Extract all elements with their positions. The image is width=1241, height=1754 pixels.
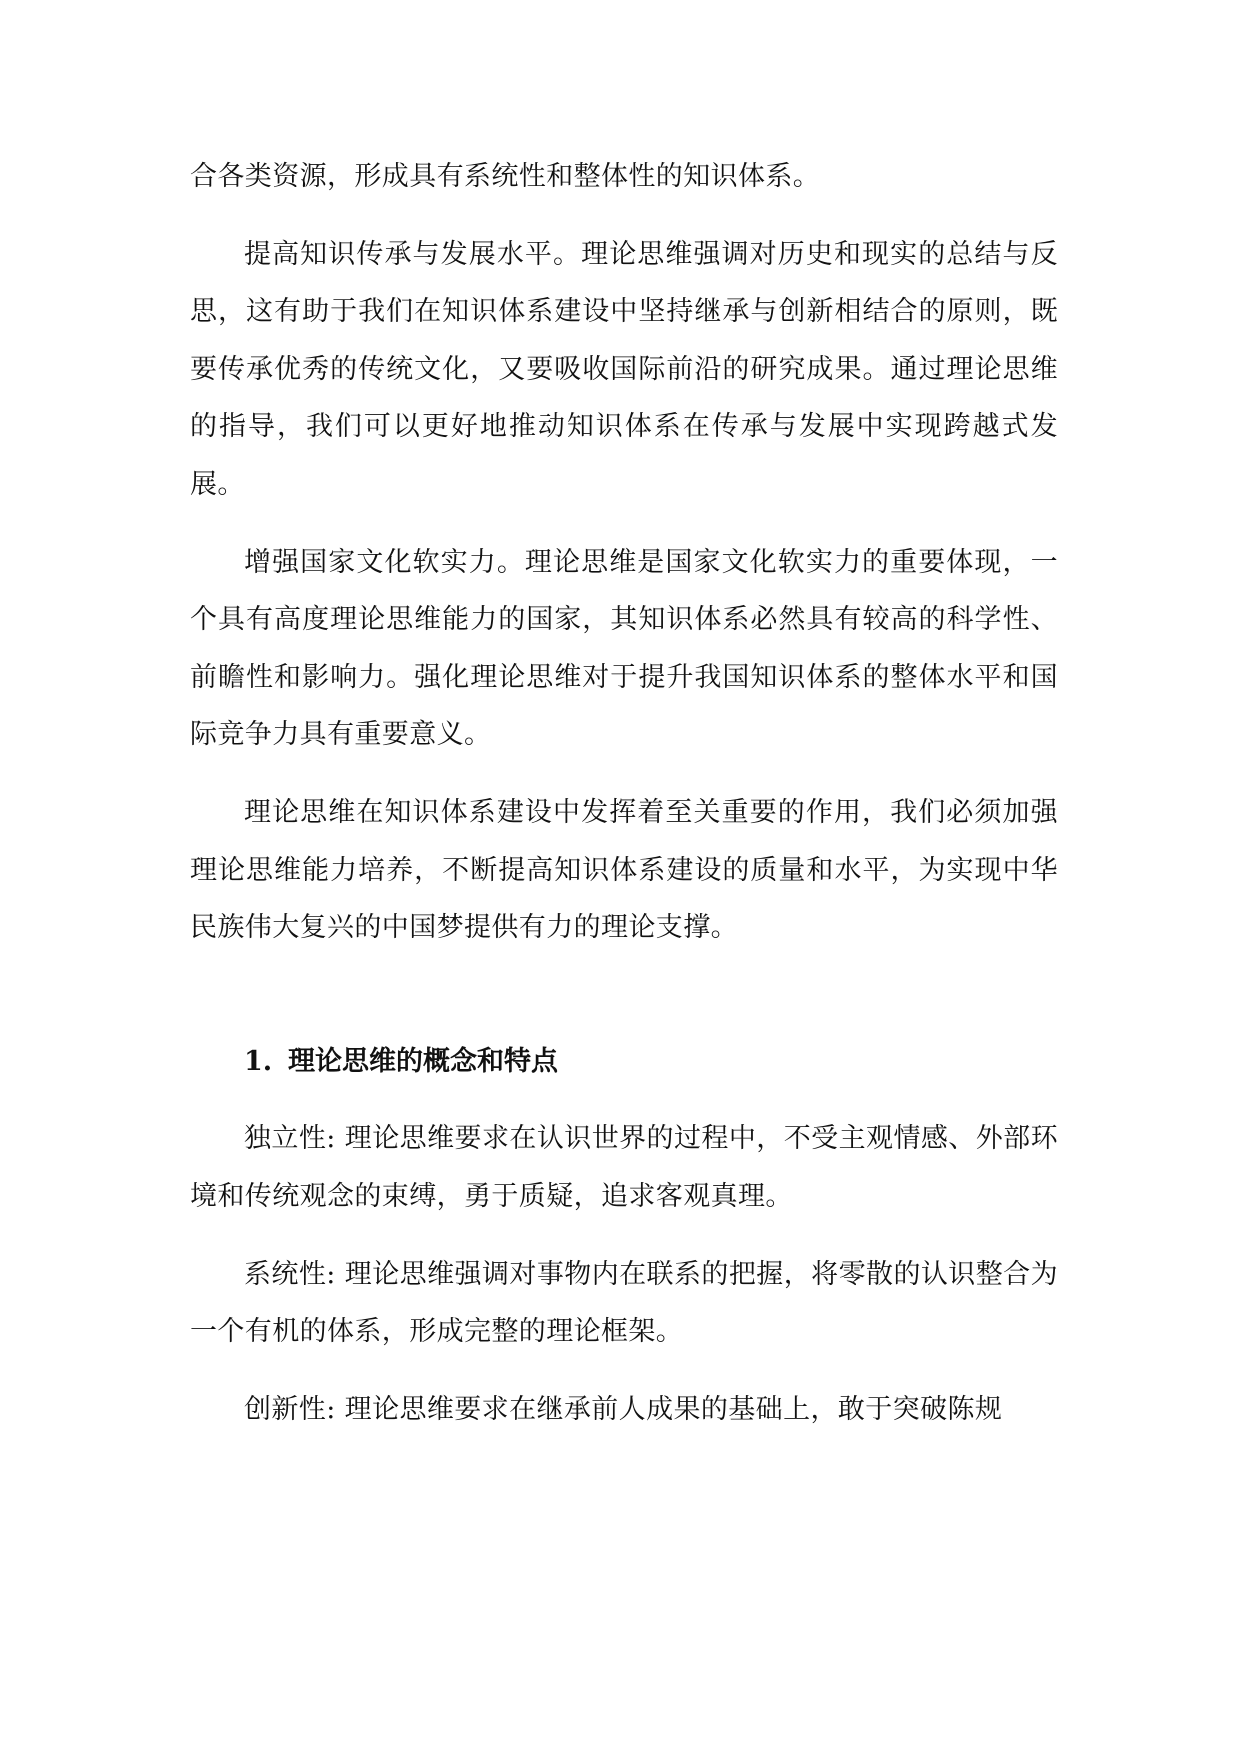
paragraph-soft-power: 增强国家文化软实力。理论思维是国家文化软实力的重要体现，一个具有高度理论思维能力的国家，其知识体系必然具有较高的科学性、前瞻性和影响力。强化理论思维对于提升我国知识体系的整体水平和国际竞争力具有重要意义。 [190, 546, 1058, 751]
paragraph-systematic: 系统性: 理论思维强调对事物内在联系的把握，将零散的认识整合为一个有机的体系，形成完整的理论框架。 [190, 1258, 1058, 1348]
section-heading [190, 1033, 1058, 1091]
section-heading-number: 1. [244, 1045, 273, 1077]
paragraph-continuation: 合各类资源，形成具有系统性和整体性的知识体系。 [190, 161, 821, 192]
paragraph-independence: 独立性: 理论思维要求在认识世界的过程中，不受主观情感、外部环境和传统观念的束缚，勇于质疑，追求客观真理。 [190, 1123, 1058, 1212]
section-heading-title: 理论思维的概念和特点 [288, 1045, 558, 1077]
paragraph-innovation: 创新性: 理论思维要求在继承前人成果的基础上，敢于突破陈规 [244, 1393, 1003, 1425]
document-body [190, 148, 1058, 1438]
paragraph-knowledge-inheritance: 提高知识传承与发展水平。理论思维强调对历史和现实的总结与反思，这有助于我们在知识体系建设中坚持继承与创新相结合的原则，既要传承优秀的传统文化，又要吸收国际前沿的研究成果。通过理论思维的指导，我们可以更好地推动知识体系在传承与发展中实现跨越式发展。 [190, 238, 1058, 500]
paragraph-conclusion: 理论思维在知识体系建设中发挥着至关重要的作用，我们必须加强理论思维能力培养，不断提高知识体系建设的质量和水平，为实现中华民族伟大复兴的中国梦提供有力的理论支撑。 [190, 796, 1058, 944]
